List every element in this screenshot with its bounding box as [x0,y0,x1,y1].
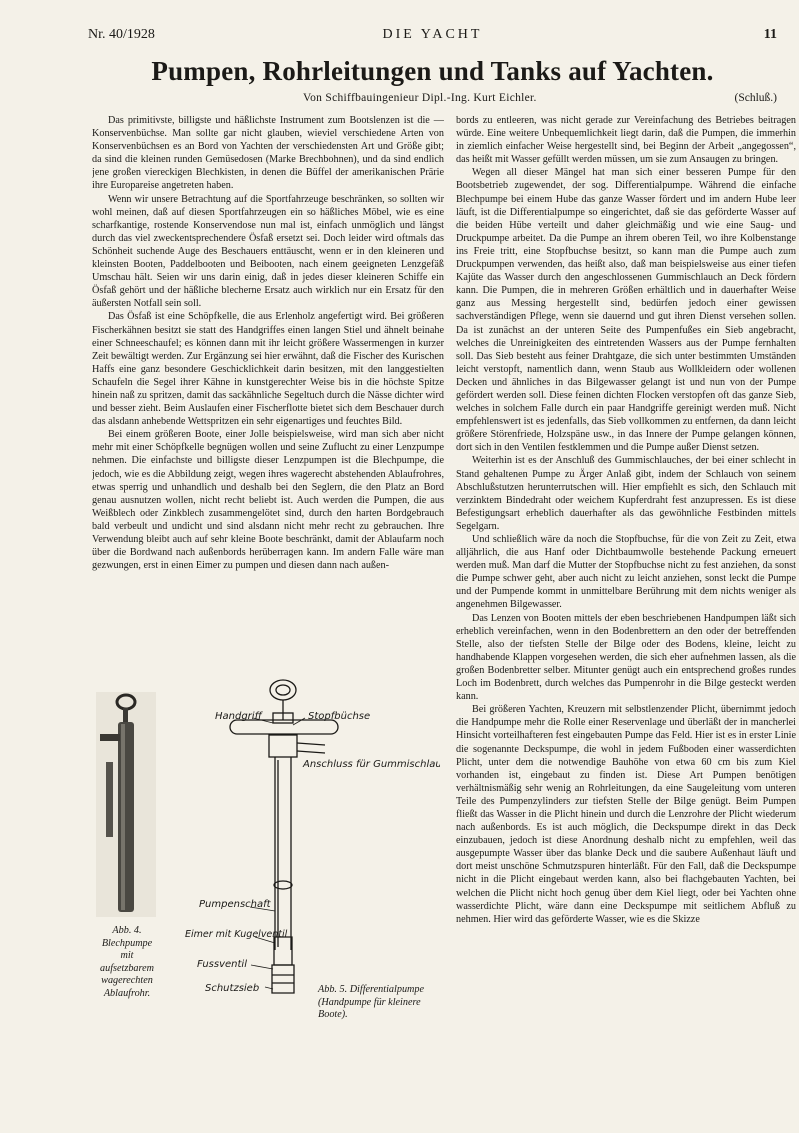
issue-number: Nr. 40/1928 [88,27,155,42]
page-number: 11 [763,27,777,42]
label-schutzsieb: Schutzsieb [205,983,260,994]
continuation-note: (Schluß.) [734,92,777,104]
article-title: Pumpen, Rohrleitungen und Tanks auf Yachten. [151,56,714,86]
paragraph: Das Ösfaß ist eine Schöpfkelle, die aus Erlenholz angefertigt wird. Bei größeren Fischerkähnen besitzt sie statt des Handgriffes einen langen Stiel und ähnelt beinahe einer Schneeschaufel; es können dann mit ihr leicht größere Wassermengen in kurzer Zeit bewältigt werden. Zur Ergänzung sei hier erwähnt, daß die Fischer des Kurischen Haffs eine ganz besondere Geschicklichkeit darin besitzen, mit den langgestielten Schaufeln die Segel ihrer Kähne in kunstgerechter Weise bis in die höchste Spitze hinein naß zu spritzen, damit das sackähnliche Segeltuch durch die Nässe dichter wird und besser zieht. Beim Auslaufen einer Fischerflotte bietet sich dem Beschauer durch das alsdann anhebende Wettspritzen ein sehr eigenartiges und feuchtes Bild. [92,311,444,428]
paragraph: Weiterhin ist es der Anschluß des Gummischlauches, der bei einer schlecht in Stand gehaltenen Pumpe zu Ärger Anlaß gibt, indem der Schlauch von seinem Abschlußstutzen herunterrutschen will. Hier empfiehlt es sich, den Schlauch mit verzinktem Bindedraht oder weichem Kupferdraht fest anzupressen. Es ist diese Befestigungsart erheblich dauerhafter als das gewöhnliche Festbinden mittels Segelgarn. [456,455,796,532]
paragraph: Wegen all dieser Mängel hat man sich einer besseren Pumpe für den Bootsbetrieb zugewendet, der sog. Differentialpumpe. Während die einfache Blechpumpe bei einem Hube das ganze Wasser fördert und im andern Hube leer läuft, ist die Differentialpumpe so eingerichtet, daß sie das geförderte Wasser auf die beiden Hübe verteilt und daher gleichmäßig und wie eine Saug- und Druckpumpe arbeitet. Da die Pumpe an ihrem oberen Teil, wo ihre Kolbenstange ins Freie tritt, eine Stopfbuchse besitzt, so kann man die Pumpe auch zum Druckpumpen verwenden, das heißt also, daß man beispielsweise aus einer tiefen Kajüte das Wasser durch den angeschlossenen Gummischlauch an Deck fördern kann. Die Pumpen, die in mehreren Größen erhältlich und in dauerhafter Weise ganz aus Messing hergestellt sind, bedürfen jedoch einer gewissen sachverständigen Pflege, wenn sie dauernd und gut ihren Dienst versehen sollen. Da ist zunächst an der unteren Seite des Pumpenfußes ein Sieb angebracht, welches die Unreinigkeiten des eintretenden Wassers aus der Pumpe fernhalten soll. Das Sieb besteht aus feiner Drahtgaze, die sich unter bestimmten Umständen leicht verstopft, namentlich dann, wenn Staub aus Wollkleidern oder wollenen Decken und ähnliches in das Bilgewasser gelangt ist und nun von der Pumpe gefördert werden soll. Diese feinen dichten Flocken verstopfen oft das ganze Sieb, welches in solchem Falle durch ein paar Handgriffe gereinigt werden muß. Nicht empfehlenswert ist es jedenfalls, das Sieb vollkommen zu entfernen, da dann leicht größere Störenfriede, Holzspäne usw., in das Innere der Pumpe gelangen können, dort sich in den Ventilen festklemmen und die Pumpe außer Dienst setzen. [456,167,796,454]
label-eimer: Eimer mit Kugelventil [185,929,288,940]
label-pumpenschaft: Pumpenschaft [199,899,271,910]
right-text-column [456,114,796,1124]
paragraph: bords zu entleeren, was nicht gerade zur Vereinfachung des Betriebes beitragen würde. Eine weitere Unbequemlichkeit liegt darin, daß die Pumpen, die immerhin in ziemlich einfacher Weise hergestellt sind, bei Beginn der Arbeit „angegossen“, das heißt mit Wasser gefüllt werden müssen, um sie zum Ansaugen zu bringen. [456,115,796,166]
label-anschluss: Anschluss für Gummischlauch [303,759,440,770]
paragraph: Bei einem größeren Boote, einer Jolle beispielsweise, wird man sich aber nicht mehr mit einer Schöpfkelle begnügen wollen und seine Zuflucht zu einer Lenzpumpe nehmen. Die einfachste und billigste dieser Lenzpumpen ist die Blechpumpe, die jedoch, wie es die Abbildung zeigt, wegen ihres wagerecht abstehenden Ablaufrohres, etwas sperrig und unhandlich und deshalb bei den Seglern, die den Platz an Bord genau ausnutzen wollen, nicht recht beliebt ist. Auch werden die Pumpen, die aus Weißblech oder Zinkblech zusammengelötet sind, durch den harten Bordgebrauch bald verbeult und undicht und sind alsdann nicht mehr recht zu gebrauchen. Ihre Verwendung bleibt auch auf sehr kleine Boote beschränkt, damit der Ablaufarm noch über die Bordwand nach außenbords herüberragen kann. Im andern Falle wäre man gezwungen, erst in einen Eimer zu pumpen und diesen dann nach außen- [92,429,444,572]
figure-4-caption: Abb. 4. Blechpumpe mit aufsetzbarem wagerechten Ablaufrohr. [100,925,154,999]
figure-5-differential-pump [175,675,440,1020]
figure-5-caption: Abb. 5. Differentialpumpe (Handpumpe für kleinere Boote). [318,984,425,1020]
label-stopfbuechse: Stopfbüchse [308,711,371,722]
differential-pump-drawing [175,675,440,1020]
page-header [88,27,777,45]
paragraph: Das primitivste, billigste und häßlichste Instrument zum Bootslenzen ist die — Konservenbüchse. Man sollte gar nicht glauben, wieviel verschiedene Arten von Konservenbüchsen es an Bord von Yachten der verschiedensten Art und Größe gibt; da sind die kleinen runden Gemüsedosen (Marke Brechbohnen), und da sind endlich jene großen viereckigen Blechkisten, in denen die Büffel der amerikanischen Prärie ihre Europareise angetreten haben. [92,115,444,192]
tin-pump-illustration [96,692,156,917]
label-fussventil: Fussventil [197,959,247,970]
paragraph: Das Lenzen von Booten mittels der eben beschriebenen Handpumpen läßt sich erheblich vereinfachen, wenn in den Bodenbrettern an den oder der betreffenden Stelle, also der tiefsten Stelle der Bilge oder des Bodens, kleine, leicht zu handhabende Klappen vorgesehen werden, die sich eher aufnehmen lassen, als die großen Bodenbretter selber. Mitunter genügt auch ein entsprechend großes rundes Loch im Bodenbrett, durch welches das Pumpenrohr in die Bilge gesteckt werden kann. [456,612,796,703]
label-handgriff: Handgriff [215,711,262,722]
figure-4-tin-pump-photo [96,692,156,917]
paragraph: Bei größeren Yachten, Kreuzern mit selbstlenzender Plicht, übernimmt jedoch die Handpumpe mehr die Rolle einer Reservenlage und überläßt der in mancherlei Hinsicht vorteilhafteren fest eingebauten Pumpe das Feld. Hier ist es in erster Linie die sogenannte Deckspumpe, die wohl in jedem Fußboden einer wasserdichten Plicht, unter dem die notwendige Bauhöhe von etwa 60 cm bis zum Kiel vorhanden ist, eingebaut zu finden ist. Diese Art Pumpen benötigen verhältnismäßig sehr wenig an Rohrleitungen, da eine Saugeleitung vom unteren Teile des Pumpenzylinders zur tiefsten Stelle der Bilge genügt. Beim Pumpen fließt das Wasser in die Plicht hinein und durch die Lenzrohre der Plicht wiederum nach außenbords. Es ist auch möglich, die Deckspumpe direkt in das Deck einzubauen, jedoch ist diese Anordnung deshalb nicht zu empfehlen, weil das ausgepumpte Wasser über das blanke Deck und die saubere Außenhaut läuft und dort meist unschöne Schmutzspuren hinterläßt. Für den Fall, daß die Deckspumpe nicht in die Plicht eingebaut werden kann, also bei flachgebauten Yachten, bei welchen die Plicht nicht hoch genug über dem Kiel liegt, oder bei Yachten ohne wasserdichte Plicht, wäre dann eine Deckspumpe mit seitlichem Abfluß zu nehmen. Hier wird das geförderte Wasser, wie es die Skizze [456,704,796,925]
paragraph: Und schließlich wäre da noch die Stopfbuchse, für die von Zeit zu Zeit, etwa alljährlich, die aus Hanf oder Dichtbaumwolle bestehende Packung erneuert werden muß. Man darf die Mutter der Stopfbuchse nicht zu fest anziehen, da sonst die Pumpe schwer geht, aber auch nicht zu leicht anziehen, sonst leckt die Pumpe und der Pumpende kommt in unmittelbare Berührung mit dem nichts weniger als angenehmen Bilgewasser. [456,534,796,611]
paragraph: Wenn wir unsere Betrachtung auf die Sportfahrzeuge beschränken, so sollten wir wohl meinen, daß auf diesen Sportfahrzeugen ein so häßliches Möbel, wie es eine scharfkantige, rostende Konservendose nun mal ist, einfach unmöglich und längst durch das viel zweckentsprechendere Ösfaß ersetzt sei. Doch leider wird oftmals das Schönheit suchende Auge des Beschauers enttäuscht, wenn er in den kleineren und kleinsten Booten, Paddelbooten und Beibooten, nach einem geeigneten Lenzgefäß Umschau hält. Seien wir uns darin einig, daß in jedes dieser kleineren Schiffe ein Ösfaß gehört und der häßliche blecherne Ersatz auch wirklich nur ein Ersatz für den äußersten Notfall sein soll. [92,193,444,310]
magazine-name: DIE YACHT [382,27,483,42]
left-text-column [92,114,444,676]
author-line: Von Schiffbauingenieur Dipl.-Ing. Kurt Eichler. [303,92,537,104]
